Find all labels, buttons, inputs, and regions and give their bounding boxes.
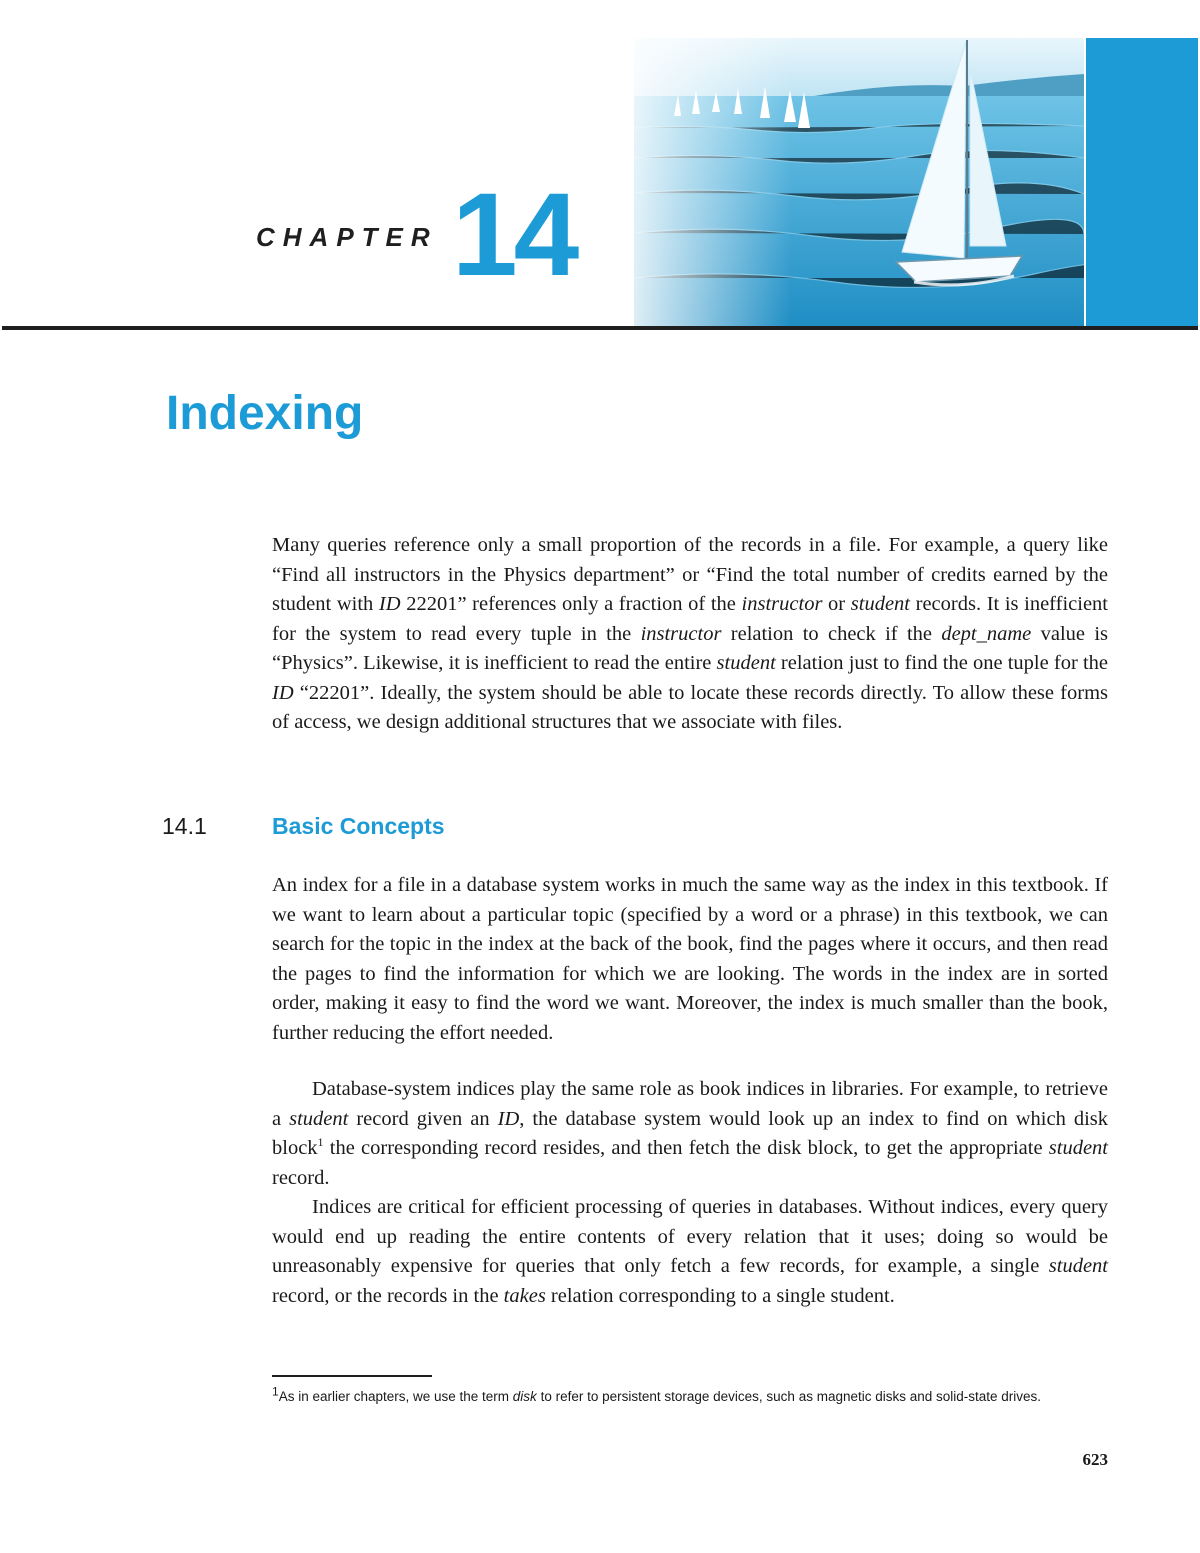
emphasis-text: student: [289, 1107, 349, 1130]
text-run: or: [822, 593, 851, 615]
emphasis-text: disk: [512, 1389, 537, 1404]
text-run: record given an: [348, 1107, 498, 1130]
page-number: 623: [1082, 1450, 1108, 1469]
text-run: Indices are critical for efficient processing of queries in databases. Without indices, every query would end up reading the entire contents of every relation that it uses; doing so would be unreasonably expensive for queries that only fetch a few records, for example, a single: [272, 1196, 1108, 1277]
text-run: 22201” references only a fraction of the: [400, 593, 742, 615]
body-paragraph: [272, 871, 1108, 1048]
emphasis-text: student: [850, 593, 910, 615]
footnote: [272, 1386, 1108, 1407]
emphasis-text: takes: [503, 1284, 546, 1307]
header-rule: [2, 326, 1198, 330]
chapter-number: 14: [452, 169, 576, 301]
text-run: value is “Physics”. Likewise, it is inefficient to read the entire: [272, 622, 1109, 674]
section-number: 14.1: [162, 813, 207, 839]
emphasis-text: instructor: [640, 622, 722, 645]
emphasis-text: student: [1048, 1137, 1108, 1159]
emphasis-text: ID: [272, 681, 294, 704]
text-run: the corresponding record resides, and then fetch the disk block, to get the appropriate: [323, 1137, 1049, 1159]
text-run: relation corresponding to a single student.: [545, 1284, 895, 1307]
intro-paragraph: [272, 531, 1108, 738]
text-run: “22201”. Ideally, the system should be able to locate these records directly. To allow these forms of access, we design additional structures that we associate with files.: [272, 681, 1108, 733]
footnote-rule: [272, 1375, 432, 1377]
section-title: Basic Concepts: [272, 813, 445, 839]
chapter-accent-bar: [1086, 38, 1198, 328]
text-run: record, or the records in the: [272, 1284, 504, 1307]
footnote-marker: 1: [272, 1384, 279, 1399]
text-run: relation to check if the: [721, 622, 942, 645]
text-run: An index for a file in a database system works in much the same way as the index in this textbook. If we want to learn about a particular topic (specified by a word or a phrase) in this textbook, we can search for the topic in the index at the back of the book, find the pages where it occurs, and then read the pages to find the information for which we are looking. The words in the index are in sorted order, making it easy to find the word we want. Moreover, the index is much smaller than the book, further reducing the effort needed.: [272, 874, 1108, 1044]
text-run: to refer to persistent storage devices, such as magnetic disks and solid-state drives.: [536, 1389, 1042, 1404]
text-run: , the database system would look up an index to find on which disk block: [272, 1107, 1109, 1159]
text-run: Database-system indices play the same role as book indices in libraries. For example, to retrieve a: [272, 1078, 1108, 1130]
emphasis-text: student: [1048, 1255, 1108, 1277]
emphasis-text: ID: [378, 593, 401, 615]
sailboat-photo: [634, 38, 1084, 328]
text-run: records. It is inefficient for the system to read every tuple in the: [272, 593, 1109, 645]
text-run: record.: [272, 1166, 330, 1189]
text-run: As in earlier chapters, we use the term: [278, 1389, 513, 1404]
chapter-label: CHAPTER: [256, 222, 438, 252]
emphasis-text: instructor: [741, 593, 823, 615]
body-paragraph: [272, 1193, 1108, 1311]
footnote-marker: 1: [317, 1135, 324, 1150]
text-run: Many queries reference only a small proportion of the records in a file. For example, a query like “Find all instructors in the Physics department” or “Find the total number of credits earned by the student with: [272, 534, 1108, 615]
emphasis-text: ID: [497, 1107, 520, 1130]
body-paragraph: [272, 1075, 1108, 1193]
text-run: relation just to find the one tuple for the: [775, 652, 1108, 674]
emphasis-text: dept_name: [941, 622, 1032, 645]
emphasis-text: student: [716, 652, 776, 674]
chapter-title: Indexing: [166, 387, 364, 440]
